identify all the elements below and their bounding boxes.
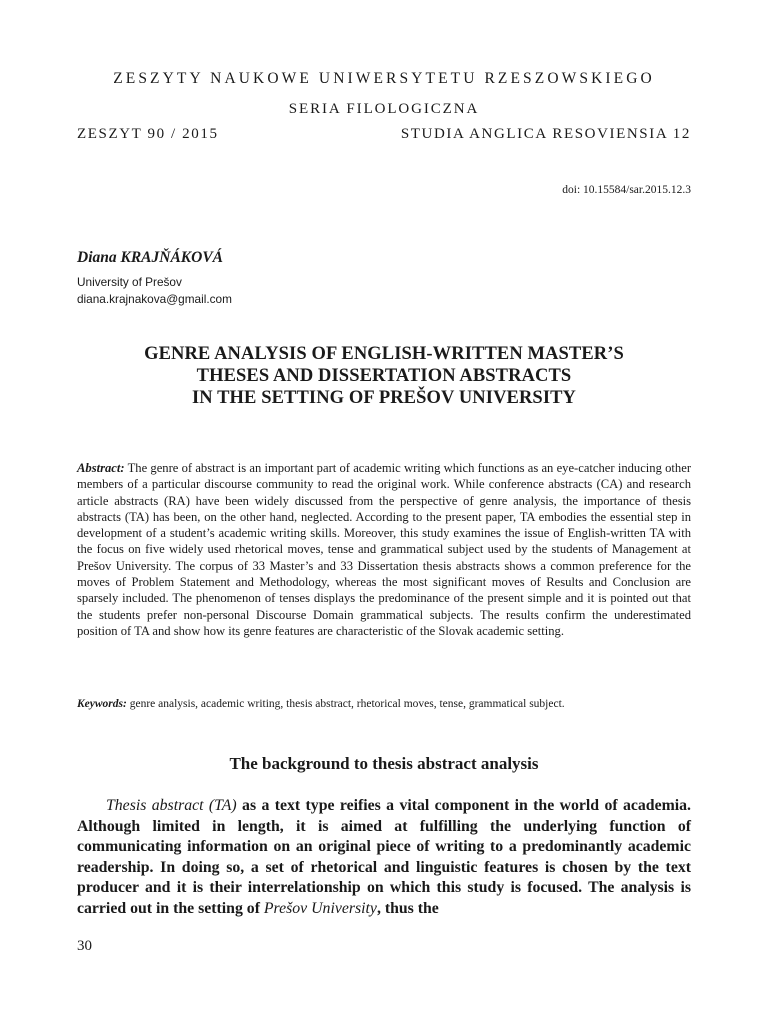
paper-title [77, 343, 691, 409]
abstract-text: The genre of abstract is an important part of academic writing which functions as an eye-catcher inducing other members of a particular discourse community to read the original work. While conference abstracts (CA) and research article abstracts (RA) have been widely discussed from the perspective of genre analysis, the importance of thesis abstracts (TA) has been, on the other hand, neglected. According to the present paper, TA embodies the essential step in development of a student’s academic writing skills. Moreover, this study examines the issue of English-written TA with the focus on five widely used rhetorical moves, tense and grammatical subject used by the students of Management at Prešov University. The corpus of 33 Master’s and 33 Dissertation thesis abstracts shows a common preference for the moves of Problem Statement and Methodology, whereas the most significant moves of Results and Conclusion are sparsely included. The phenomenon of tenses displays the predominance of the present simple and it is pointed out that the students prefer non-personal Discourse Domain grammatical subjects. The results confirm the underestimated position of TA and show how its genre features are characteristic of the Slovak academic setting. [77, 461, 692, 638]
paper-title-line: GENRE ANALYSIS OF ENGLISH-WRITTEN MASTER’S [144, 344, 624, 364]
keywords-label: Keywords: [77, 698, 127, 710]
journal-collection: STUDIA ANGLICA RESOVIENSIA 12 [400, 126, 691, 142]
journal-name: ZESZYTY NAUKOWE UNIWERSYTETU RZESZOWSKIEGO [113, 70, 655, 87]
abstract-label: Abstract: [77, 461, 125, 475]
doi-link[interactable]: doi: 10.15584/sar.2015.12.3 [562, 184, 691, 196]
author-affiliation-block [77, 274, 232, 308]
paper-title-line: THESES AND DISSERTATION ABSTRACTS [196, 366, 572, 386]
abstract [77, 460, 691, 639]
author-email[interactable]: diana.krajnakova@gmail.com [77, 292, 232, 306]
term-presov-university: Prešov University [263, 899, 377, 917]
body-text: , thus the [376, 899, 439, 917]
term-thesis-abstract: Thesis abstract (TA) [106, 797, 237, 814]
page-number: 30 [77, 938, 92, 954]
author-name: Diana KRAJŇÁKOVÁ [77, 249, 224, 266]
body-paragraph [77, 796, 691, 920]
paper-page [77, 0, 691, 1024]
paper-title-line: IN THE SETTING OF PREŠOV UNIVERSITY [191, 388, 577, 408]
journal-issue: ZESZYT 90 / 2015 [77, 126, 219, 142]
journal-series: SERIA FILOLOGICZNA [288, 101, 480, 117]
author-affiliation: University of Prešov [77, 275, 182, 289]
keywords [77, 696, 691, 712]
body-text: as a text type reifies a vital component in the world of academia. Although limited in length, it is aimed at fulfilling the underlying function of communicating information on an original piece of writing to a predominantly academic readership. In doing so, a set of rhetorical and linguistic features is chosen by the text producer and it is their interrelationship on which this study is focused. The analysis is carried out in the setting of [77, 797, 691, 917]
section-heading: The background to thesis abstract analysis [229, 754, 539, 773]
journal-issue-line [77, 126, 691, 143]
keywords-text: genre analysis, academic writing, thesis abstract, rhetorical moves, tense, grammatical subject. [129, 698, 565, 710]
